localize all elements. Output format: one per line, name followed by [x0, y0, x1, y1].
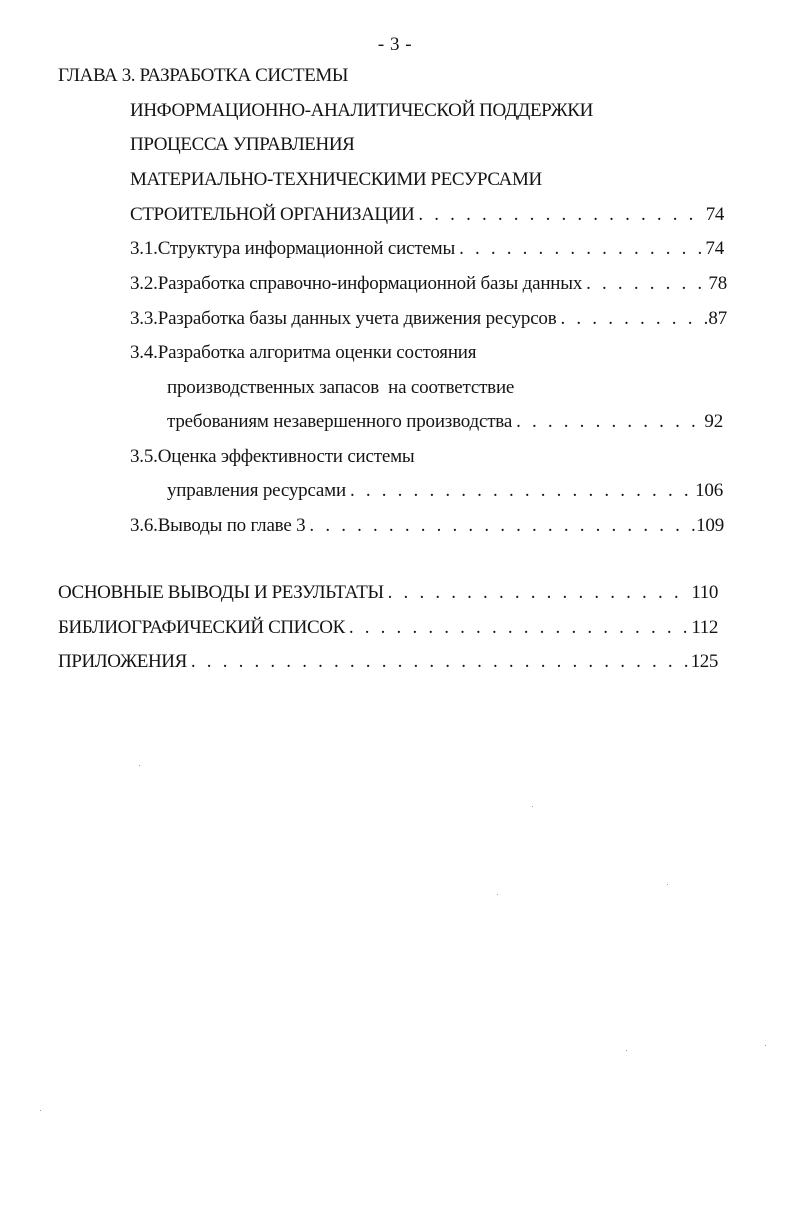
toc-entry-3-3[interactable]: [130, 305, 727, 333]
dot-leader: [414, 201, 705, 229]
toc-entry-title: СТРОИТЕЛЬНОЙ ОРГАНИЗАЦИИ: [130, 204, 415, 225]
toc-page-number: 110: [691, 582, 718, 603]
toc-entry-chapter-3[interactable]: [130, 201, 724, 229]
toc-entry-appendices[interactable]: [58, 648, 718, 676]
toc-entry-title: 3.2.Разработка справочно-информационной базы данных: [130, 273, 583, 294]
toc-entry-title: 3.6.Выводы по главе 3: [130, 515, 306, 536]
chapter-title-line-2: ИНФОРМАЦИОННО-АНАЛИТИЧЕСКОЙ ПОДДЕРЖКИ: [130, 100, 593, 121]
chapter-title-line-4: МАТЕРИАЛЬНО-ТЕХНИЧЕСКИМИ РЕСУРСАМИ: [130, 169, 542, 190]
chapter-title-line-3: ПРОЦЕССА УПРАВЛЕНИЯ: [130, 134, 355, 155]
toc-entry-3-1[interactable]: [130, 235, 724, 263]
toc-page-number: 87: [708, 308, 727, 329]
toc-entry-3-6[interactable]: [130, 512, 724, 540]
scan-speck: [765, 1045, 766, 1046]
scan-speck: [497, 894, 498, 895]
toc-page-number: 112: [691, 617, 718, 638]
scan-speck: [139, 765, 140, 766]
dot-leader: [455, 235, 705, 263]
toc-entry-title: ПРИЛОЖЕНИЯ: [58, 651, 187, 672]
toc-page-number: 74: [705, 204, 724, 225]
toc-entry-3-5[interactable]: [167, 477, 723, 505]
chapter-title-line-1: ГЛАВА 3. РАЗРАБОТКА СИСТЕМЫ: [58, 65, 349, 86]
toc-entry-title: 3.1.Структура информационной системы: [130, 238, 456, 259]
toc-entry-title: 3.3.Разработка базы данных учета движения ресурсов: [130, 308, 557, 329]
dot-leader: [557, 305, 709, 333]
toc-page-number: 109: [696, 515, 724, 536]
toc-page-number: 78: [708, 273, 727, 294]
toc-entry-conclusions[interactable]: [58, 579, 718, 607]
toc-page-number: 125: [690, 651, 718, 672]
section-3-4-title-line-2: производственных запасов на соответствие: [167, 377, 515, 398]
dot-leader: [346, 477, 695, 505]
toc-entry-title: ОСНОВНЫЕ ВЫВОДЫ И РЕЗУЛЬТАТЫ: [58, 582, 384, 603]
scan-speck: [40, 1110, 41, 1111]
scan-speck: [626, 1050, 627, 1051]
dot-leader: [187, 648, 691, 676]
toc-entry-title: требованиям незавершенного производства: [167, 411, 513, 432]
toc-entry-title: БИБЛИОГРАФИЧЕСКИЙ СПИСОК: [58, 617, 345, 638]
page-number: - 3 -: [377, 34, 413, 55]
dot-leader: [305, 512, 696, 540]
toc-entry-3-2[interactable]: [130, 270, 727, 298]
dot-leader: [384, 579, 692, 607]
section-3-5-title-line-1: 3.5.Оценка эффективности системы: [130, 446, 415, 467]
toc-entry-bibliography[interactable]: [58, 614, 718, 642]
dot-leader: [512, 408, 704, 436]
dot-leader: [582, 270, 708, 298]
toc-entry-title: управления ресурсами: [167, 480, 346, 501]
scan-speck: [667, 884, 668, 885]
section-3-4-title-line-1: 3.4.Разработка алгоритма оценки состояния: [130, 342, 477, 363]
toc-page-number: 92: [704, 411, 723, 432]
scan-speck: [532, 806, 533, 807]
toc-entry-3-4[interactable]: [167, 408, 723, 436]
toc-page-number: 106: [695, 480, 723, 501]
toc-page-number: 74: [705, 238, 724, 259]
dot-leader: [345, 614, 692, 642]
